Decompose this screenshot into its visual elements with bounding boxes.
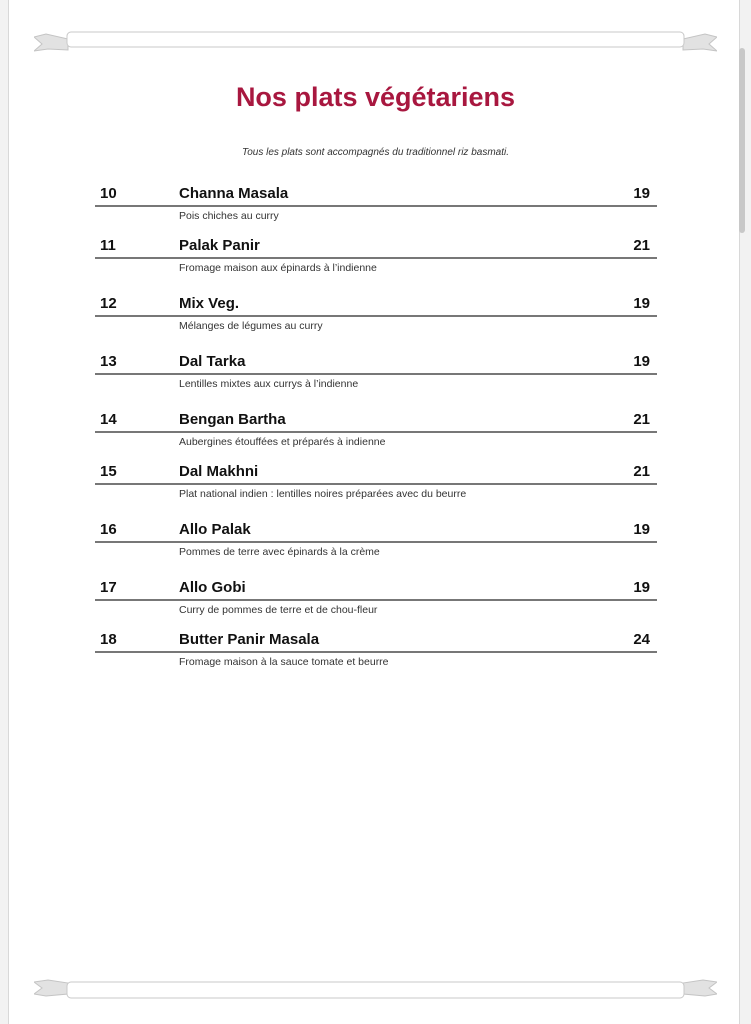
menu-item — [95, 185, 657, 225]
divider — [95, 257, 657, 259]
divider — [95, 599, 657, 601]
item-description: Fromage maison à la sauce tomate et beurre — [179, 656, 389, 668]
item-description: Fromage maison aux épinards à l’indienne — [179, 262, 377, 274]
item-price: 19 — [633, 521, 650, 538]
item-description: Plat national indien : lentilles noires préparées avec du beurre — [179, 488, 467, 500]
menu-item — [95, 521, 657, 561]
menu-item — [95, 579, 657, 619]
item-number: 11 — [100, 237, 116, 254]
item-price: 19 — [633, 353, 650, 370]
scrollbar[interactable] — [739, 48, 745, 233]
divider — [95, 541, 657, 543]
menu-item — [95, 463, 657, 503]
item-price: 24 — [633, 631, 650, 648]
menu-item — [95, 353, 657, 393]
page-title: Nos plats végétariens — [235, 82, 516, 112]
divider — [95, 651, 657, 653]
item-description: Lentilles mixtes aux currys à l’indienne — [179, 378, 359, 390]
item-name: Butter Panir Masala — [179, 631, 320, 648]
item-price: 21 — [633, 237, 650, 254]
item-description: Pommes de terre avec épinards à la crème — [179, 546, 380, 558]
item-price: 19 — [633, 185, 650, 202]
item-name: Dal Makhni — [179, 463, 259, 480]
top-ribbon-banner — [34, 30, 717, 52]
item-description: Aubergines étouffées et préparés à indienne — [179, 436, 386, 448]
item-name: Allo Palak — [179, 521, 251, 538]
menu-item — [95, 295, 657, 335]
divider — [95, 431, 657, 433]
menu-item — [95, 411, 657, 451]
item-description: Curry de pommes de terre et de chou-fleur — [179, 604, 378, 616]
item-number: 13 — [100, 353, 117, 370]
item-name: Allo Gobi — [179, 579, 246, 596]
item-name: Channa Masala — [179, 185, 289, 202]
item-number: 15 — [100, 463, 117, 480]
divider — [95, 373, 657, 375]
item-number: 18 — [100, 631, 117, 648]
item-number: 10 — [100, 185, 117, 202]
divider — [95, 315, 657, 317]
divider — [95, 483, 657, 485]
item-number: 17 — [100, 579, 117, 596]
item-number: 12 — [100, 295, 117, 312]
item-price: 19 — [633, 579, 650, 596]
bottom-ribbon-banner — [34, 978, 717, 1000]
subtitle: Tous les plats sont accompagnés du traditionnel riz basmati. — [242, 147, 509, 158]
item-description: Mélanges de légumes au curry — [179, 320, 323, 332]
item-price: 21 — [633, 411, 650, 428]
item-name: Bengan Bartha — [179, 411, 286, 428]
item-name: Dal Tarka — [179, 353, 246, 370]
menu-item — [95, 631, 657, 671]
item-name: Palak Panir — [179, 237, 260, 254]
item-number: 16 — [100, 521, 117, 538]
item-name: Mix Veg. — [179, 295, 240, 312]
item-price: 19 — [633, 295, 650, 312]
menu-item — [95, 237, 657, 277]
item-price: 21 — [633, 463, 650, 480]
item-number: 14 — [100, 411, 117, 428]
item-description: Pois chiches au curry — [179, 210, 279, 222]
divider — [95, 205, 657, 207]
